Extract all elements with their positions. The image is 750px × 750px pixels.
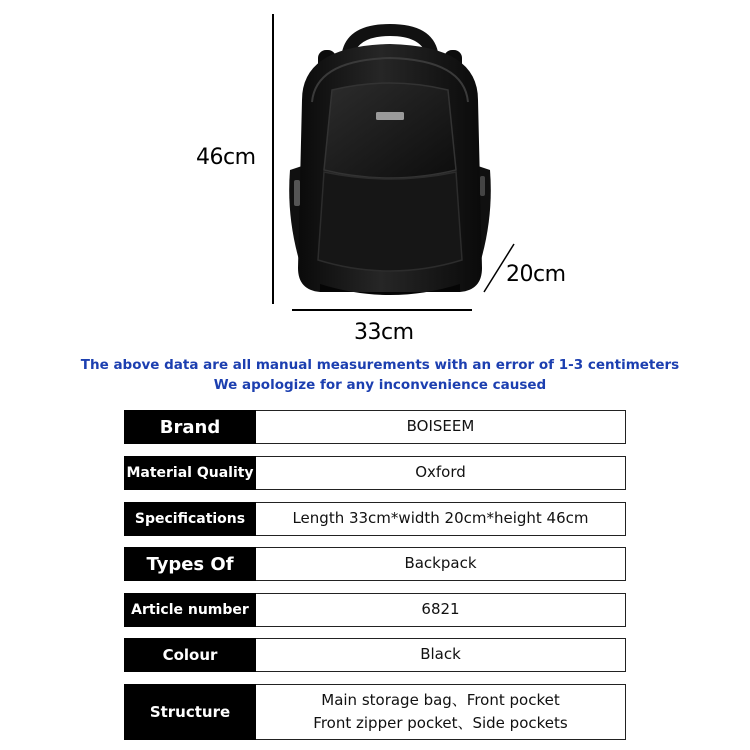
measurement-notice-line1: The above data are all manual measurements with an error of 1-3 centimeters: [80, 357, 680, 373]
spec-label: Article number: [124, 593, 256, 627]
structure-line-2: Front zipper pocket、Side pockets: [313, 714, 568, 732]
spec-row-colour: [124, 638, 626, 672]
spec-value: Length 33cm*width 20cm*height 46cm: [256, 502, 626, 536]
spec-row-specifications: [124, 502, 626, 536]
spec-row-material: [124, 456, 626, 490]
spec-label: Brand: [124, 410, 256, 444]
spec-value: 6821: [256, 593, 626, 627]
spec-label: Material Quality: [124, 456, 256, 490]
spec-row-article-number: [124, 593, 626, 627]
depth-label: 20cm: [506, 262, 566, 287]
spec-value: [256, 684, 626, 740]
measurement-notice-line2: We apologize for any inconvenience caused: [213, 377, 547, 393]
spec-label: Specifications: [124, 502, 256, 536]
height-dimension-line: [272, 14, 274, 304]
spec-value: BOISEEM: [256, 410, 626, 444]
width-dimension-line: [292, 309, 472, 311]
spec-label: Colour: [124, 638, 256, 672]
spec-value: Black: [256, 638, 626, 672]
structure-line-1: Main storage bag、Front pocket: [321, 690, 560, 709]
spec-label: Types Of: [124, 547, 256, 581]
height-label: 46cm: [196, 145, 256, 170]
spec-value: Oxford: [256, 456, 626, 490]
width-label: 33cm: [354, 320, 414, 345]
spec-row-type: [124, 547, 626, 581]
spec-label: Structure: [124, 684, 256, 740]
spec-row-structure: [124, 684, 626, 740]
spec-value: Backpack: [256, 547, 626, 581]
backpack-image: [280, 20, 500, 300]
spec-row-brand: [124, 410, 626, 444]
